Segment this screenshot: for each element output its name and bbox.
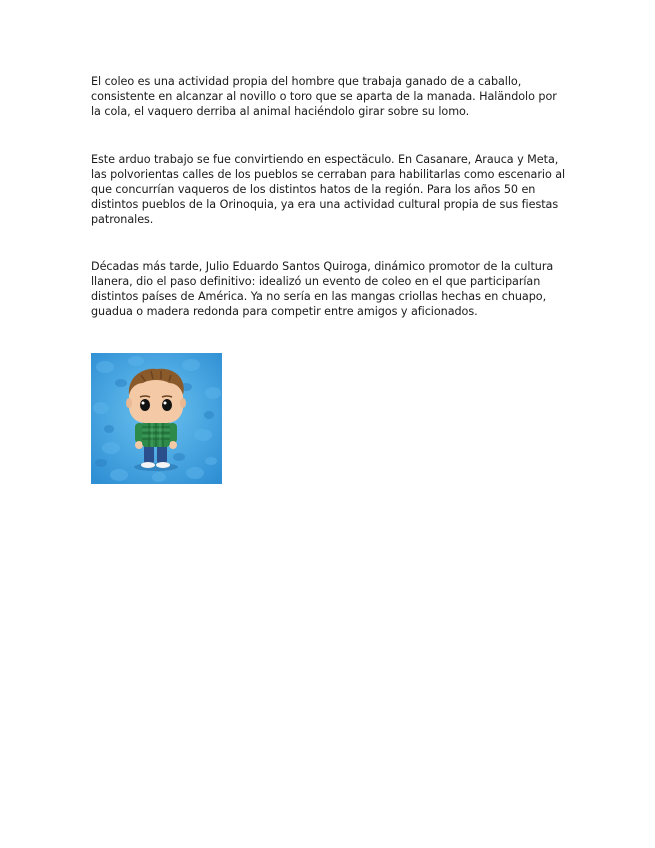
funko-pop-figure-icon [91,353,222,484]
paragraph-coleo-intro: El coleo es una actividad propia del hombre que trabaja ganado de a caballo, consistente en alcanzar al novillo o toro que se aparta de la manada. Haländolo por la cola, el vaquero derriba al animal haciéndolo girar sobre su lomo. [91,75,557,119]
document-body [91,74,566,484]
funko-pop-figure-image [91,353,222,484]
paragraph-coleo-history: Este arduo trabajo se fue convirtiendo en espectäculo. En Casanare, Arauca y Meta, las polvorientas calles de los pueblos se cerraban para habilitarlas como escenario al que concurrían vaqueros de los distintos hatos de la región. Para los años 50 en distintos pueblos de la Orinoquia, ya era una actividad cultural propia de sus fiestas patronales. [91,152,566,227]
paragraph-coleo-promoter: Décadas más tarde, Julio Eduardo Santos Quiroga, dinámico promotor de la cultura llanera, dio el paso definitivo: idealizó un evento de coleo en el que participarían distintos países de América. Ya no sería en las mangas criollas hechas en chuapo, guadua o madera redonda para competir entre amigos y aficionados. [91,259,554,319]
